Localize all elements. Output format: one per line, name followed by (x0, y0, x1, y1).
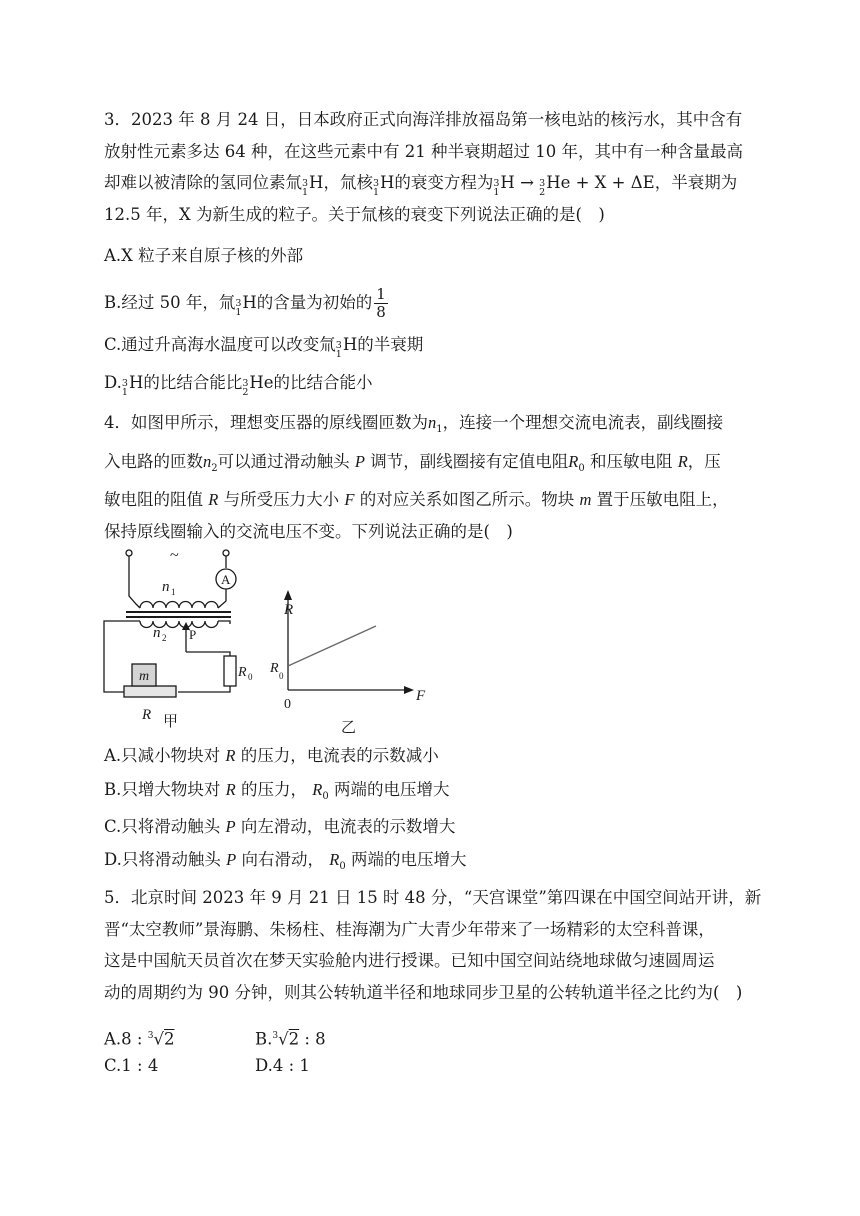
q4-option-b: B.只增大物块对 R 的压力， $R_0$ 两端的电压增大 (104, 780, 450, 802)
q3-line-4: 12.5 年，X 为新生成的粒子。关于氚核的衰变下列说法正确的是( ) (104, 204, 605, 224)
terminal-right (223, 550, 229, 556)
q3-line-1: 3．2023 年 8 月 24 日，日本政府正式向海洋排放福岛第一核电站的核污水，其中含有 (104, 110, 743, 129)
terminal-left (126, 550, 132, 556)
svg-text:0: 0 (248, 672, 253, 682)
figure-yi-graph (262, 586, 434, 736)
figure-yi-caption: 乙 (341, 720, 357, 736)
resistor-r-label: R (142, 707, 152, 723)
radical-icon: √ (153, 1029, 164, 1049)
origin-label: 0 (284, 697, 291, 712)
q5-option-c: C.1 : 4 (104, 1056, 159, 1075)
q5-option-d: D.4 : 1 (255, 1056, 310, 1075)
y-axis-label: R (284, 602, 294, 618)
primary-coil (140, 602, 218, 609)
coil-n1-label: n (162, 579, 170, 595)
q5-line-3: 这是中国航天员首次在梦天实验舱内进行授课。已知中国空间站绕地球做匀速圆周运 (104, 951, 715, 970)
svg-text:R: R (238, 665, 247, 680)
question-4-stem (104, 407, 764, 547)
question-5-stem (104, 882, 764, 1008)
q4-line-2: 入电路的匝数$n_2$可以通过滑动触头 P 调节，副线圈接有定值电阻$R_0$ 和压敏电阻 R，压 (104, 451, 721, 474)
svg-text:A: A (221, 572, 231, 587)
figure-jia-caption: 甲 (163, 714, 179, 730)
svg-text:1: 1 (171, 587, 176, 597)
ac-source-symbol: ~ (170, 547, 179, 564)
resistor-r0 (224, 656, 236, 686)
intercept-label: R (270, 661, 279, 676)
coil-n2-label: n (153, 625, 161, 641)
q4-option-d: D.只将滑动触头 P 向右滑动， $R_0$ 两端的电压增大 (104, 850, 467, 872)
svg-text:2: 2 (162, 633, 167, 643)
q3-option-c: C.通过升高海水温度可以改变氚 3 1 H的半衰期 (104, 335, 424, 360)
fraction-one-eighth: $\frac{1}{8}$ (376, 285, 386, 321)
nuclide-he: 3 2 (539, 178, 546, 198)
q4-line-3: 敏电阻的阻值 R 与所受压力大小 F 的对应关系如图乙所示。物块 m 置于压敏电阻上， (104, 490, 729, 509)
nuclide-h: 3 1 (302, 178, 309, 198)
q4-line-4: 保持原线圈输入的交流电压不变。下列说法正确的是( ) (104, 521, 513, 541)
q5-line-2: 晋“太空教师”景海鹏、朱杨柱、桂海潮为广大青少年带来了一场精彩的太空科普课， (104, 919, 715, 939)
radical-icon: √ (278, 1029, 289, 1049)
q5-option-a: A.8 : $^3$√2 (104, 1029, 175, 1049)
q5-option-b: B.$^3$√2 : 8 (255, 1029, 326, 1049)
nuclide-h: 3 1 (372, 178, 379, 198)
q3-option-b: B.经过 50 年，氚 3 1 H的含量为初始的 $\frac{1}{8}$ (104, 285, 386, 321)
slider-p-label: P (189, 627, 197, 642)
x-axis-label: F (416, 688, 426, 704)
svg-text:0: 0 (279, 671, 284, 681)
question-3-stem (104, 104, 764, 230)
q4-option-c: C.只将滑动触头 P 向左滑动，电流表的示数增大 (104, 817, 456, 836)
pressure-resistor-r (124, 686, 176, 697)
q3-line-2: 放射性元素多达 64 种，在这些元素中有 21 种半衰期超过 10 年，其中有一种含量最高 (104, 141, 743, 161)
secondary-coil (140, 621, 218, 628)
decay-equation: 3 1 H → 3 2 He + X + ΔE (493, 173, 655, 198)
q5-line-1: 5．北京时间 2023 年 9 月 21 日 15 时 48 分，“天宫课堂”第四课在中国空间站开讲，新 (104, 888, 762, 907)
svg-text:m: m (139, 669, 150, 684)
figure-jia-circuit (96, 546, 266, 736)
q3-option-d: D. 3 1 H的比结合能比 3 2 He的比结合能小 (104, 373, 373, 398)
q5-line-4: 动的周期约为 90 分钟，则其公转轨道半径和地球同步卫星的公转轨道半径之比约为( ) (104, 982, 743, 1002)
r-vs-f-line (288, 626, 376, 666)
q4-option-a: A.只减小物块对 R 的压力，电流表的示数减小 (104, 746, 439, 765)
nuclide-h: 3 1 (493, 178, 500, 198)
q4-line-1: 4．如图甲所示，理想变压器的原线圈匝数为$n_1$，连接一个理想交流电流表，副线圈接 (104, 413, 724, 435)
q3-option-a: A.X 粒子来自原子核的外部 (104, 246, 304, 265)
q3-line-3: 却难以被清除的氢同位素氚 3 1 H，氚核 3 1 H的衰变方程为 3 1 H → 3 2 He + X + ΔE，半衰期为 (104, 173, 738, 198)
